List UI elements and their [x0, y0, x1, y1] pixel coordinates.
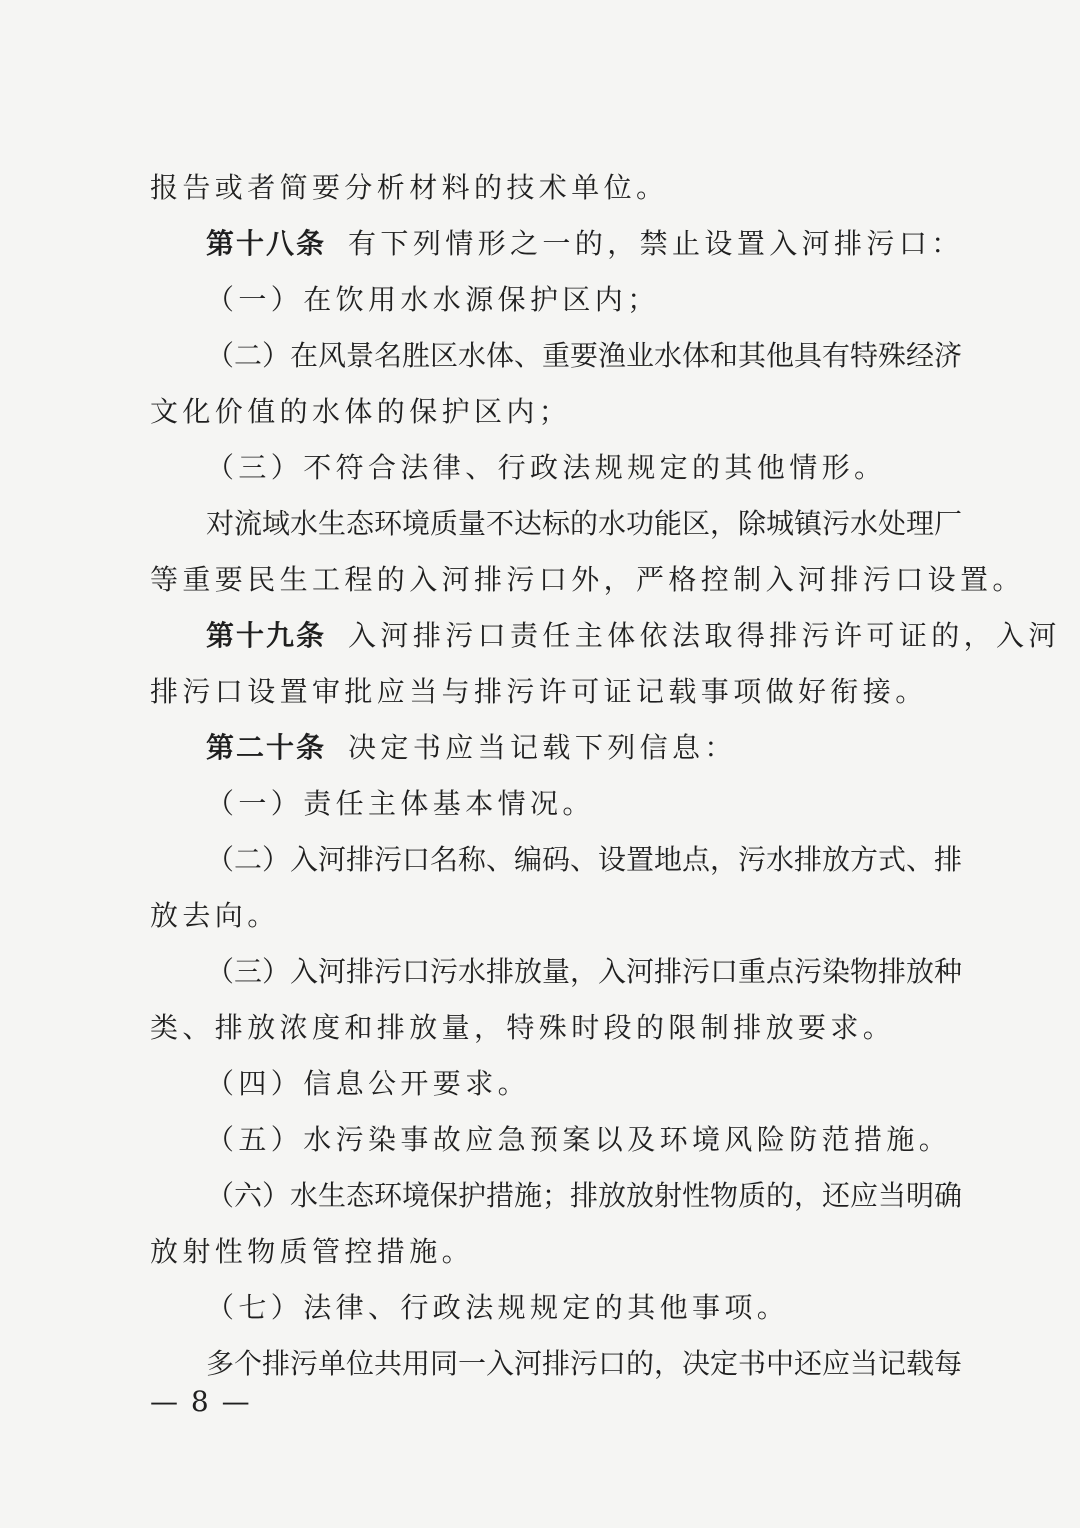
- text-line: （三）入河排污口污水排放量，入河排污口重点污染物排放种: [206, 955, 963, 988]
- article-heading: 第十九条: [206, 619, 327, 652]
- article-20: [206, 728, 962, 768]
- article-heading: 第十八条: [206, 227, 327, 260]
- page-number: — 8 —: [150, 1385, 252, 1418]
- text-line: （二）在风景名胜区水体、重要渔业水体和其他具有特殊经济: [206, 339, 963, 372]
- article-19: [206, 616, 1061, 656]
- text-line: （五）水污染事故应急预案以及环境风险防范措施。: [206, 1123, 952, 1156]
- text-line: （一）责任主体基本情况。: [206, 787, 595, 820]
- text-line: （二）入河排污口名称、编码、设置地点，污水排放方式、排: [206, 843, 963, 876]
- text-line: 排污口设置审批应当与排污许可证记载事项做好衔接。: [150, 675, 928, 708]
- text-line: 放射性物质管控措施。: [150, 1235, 475, 1268]
- article-18: [206, 224, 962, 264]
- text-line: 放去向。: [150, 899, 280, 932]
- text-line: 对流域水生态环境质量不达标的水功能区，除城镇污水处理厂: [206, 507, 963, 540]
- text-line: （三）不符合法律、行政法规规定的其他情形。: [206, 451, 887, 484]
- article-heading: 第二十条: [206, 731, 327, 764]
- text-line: 多个排污单位共用同一入河排污口的，决定书中还应当记载每: [206, 1347, 963, 1380]
- text-line: 报告或者简要分析材料的技术单位。: [150, 171, 669, 204]
- text-line: 等重要民生工程的入河排污口外，严格控制入河排污口设置。: [150, 563, 1025, 596]
- text-line: （六）水生态环境保护措施；排放放射性物质的，还应当明确: [206, 1179, 963, 1212]
- article-text: 决定书应当记载下列信息：: [348, 731, 737, 764]
- text-line: （一）在饮用水水源保护区内；: [206, 283, 660, 316]
- article-text: 有下列情形之一的，禁止设置入河排污口：: [348, 227, 964, 260]
- text-line: （七）法律、行政法规规定的其他事项。: [206, 1291, 790, 1324]
- text-line: 类、排放浓度和排放量，特殊时段的限制排放要求。: [150, 1011, 896, 1044]
- text-line: （四）信息公开要求。: [206, 1067, 531, 1100]
- article-text: 入河排污口责任主体依法取得排污许可证的，入河: [348, 619, 1061, 652]
- text-line: 文化价值的水体的保护区内；: [150, 395, 572, 428]
